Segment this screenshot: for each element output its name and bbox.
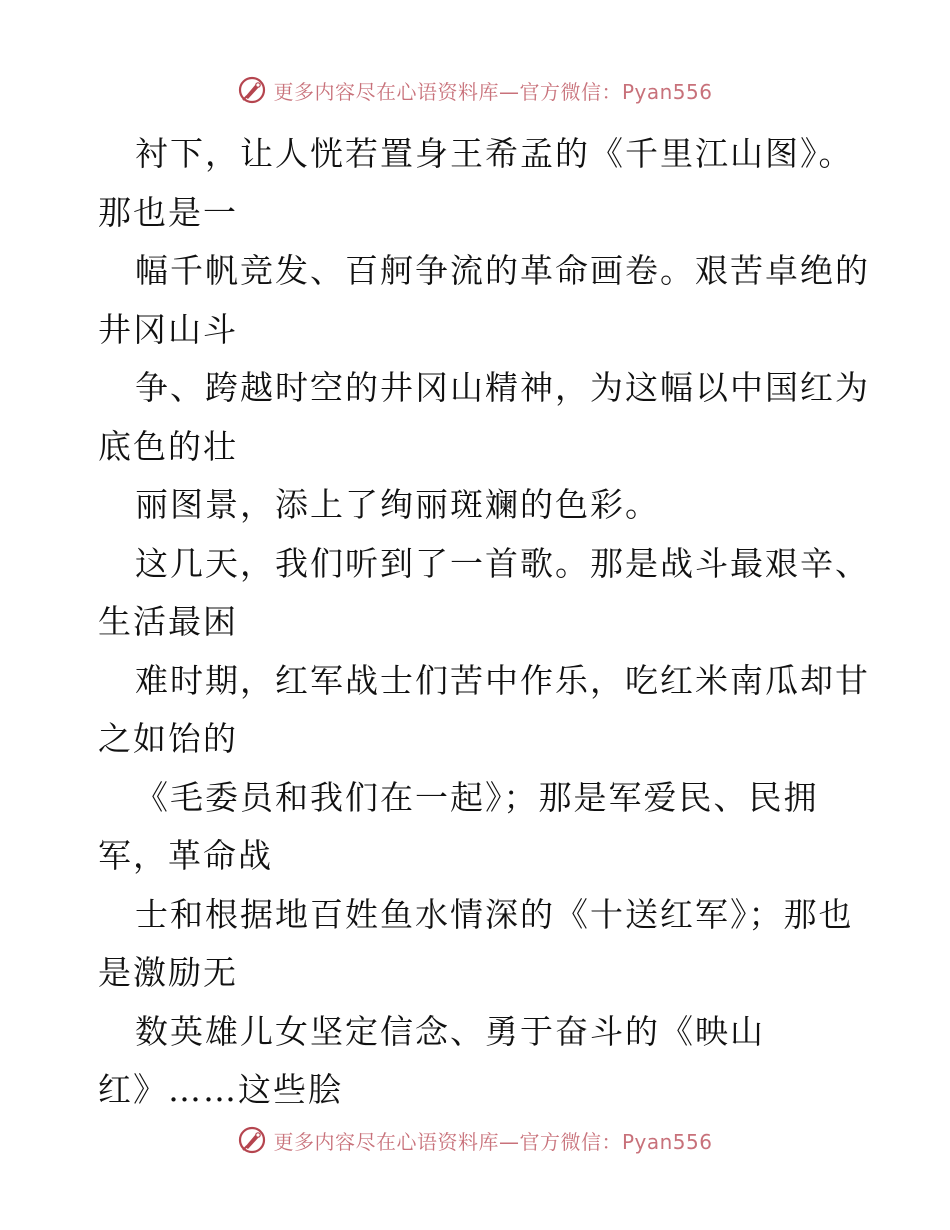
footer-banner-text: 更多内容尽在心语资料库—官方微信：Pyan556 — [273, 1129, 713, 1154]
text-line: 之如饴的 — [98, 719, 238, 758]
text-line: 《毛委员和我们在一起》；那是军爱民、民拥 — [135, 777, 819, 817]
document-body — [98, 125, 868, 1120]
text-line: 士和根据地百姓鱼水情深的《十送红军》；那也 — [135, 894, 854, 934]
pen-nib-logo-icon — [237, 1125, 267, 1155]
text-line: 数英雄儿女坚定信念、勇于奋斗的《映山 — [135, 1011, 765, 1051]
header-banner — [0, 70, 950, 110]
footer-banner — [0, 1120, 950, 1160]
text-line: 军，革命战 — [98, 836, 273, 875]
text-line: 生活最困 — [98, 602, 238, 641]
text-line: 红》……这些脍 — [98, 1070, 343, 1109]
pen-nib-logo-icon — [237, 75, 267, 105]
text-line: 井冈山斗 — [98, 309, 238, 349]
text-line: 衬下，让人恍若置身王希孟的《千里江山图》。 — [135, 134, 854, 173]
text-line: 丽图景，添上了绚丽斑斓的色彩。 — [135, 485, 660, 524]
text-line: 那也是一 — [98, 192, 238, 232]
text-line: 是激励无 — [98, 953, 238, 992]
text-line: 难时期，红军战士们苦中作乐，吃红米南瓜却甘 — [135, 660, 870, 700]
header-banner-inner — [237, 75, 712, 105]
text-line: 争、跨越时空的井冈山精神，为这幅以中国红为 — [135, 368, 870, 407]
text-line: 这几天，我们听到了一首歌。那是战斗最艰辛、 — [135, 543, 870, 583]
footer-banner-inner — [237, 1125, 712, 1155]
header-banner-text: 更多内容尽在心语资料库—官方微信：Pyan556 — [273, 79, 713, 104]
text-line: 幅千帆竞发、百舸争流的革命画卷。艰苦卓绝的 — [135, 251, 870, 290]
text-line: 底色的壮 — [98, 426, 238, 466]
